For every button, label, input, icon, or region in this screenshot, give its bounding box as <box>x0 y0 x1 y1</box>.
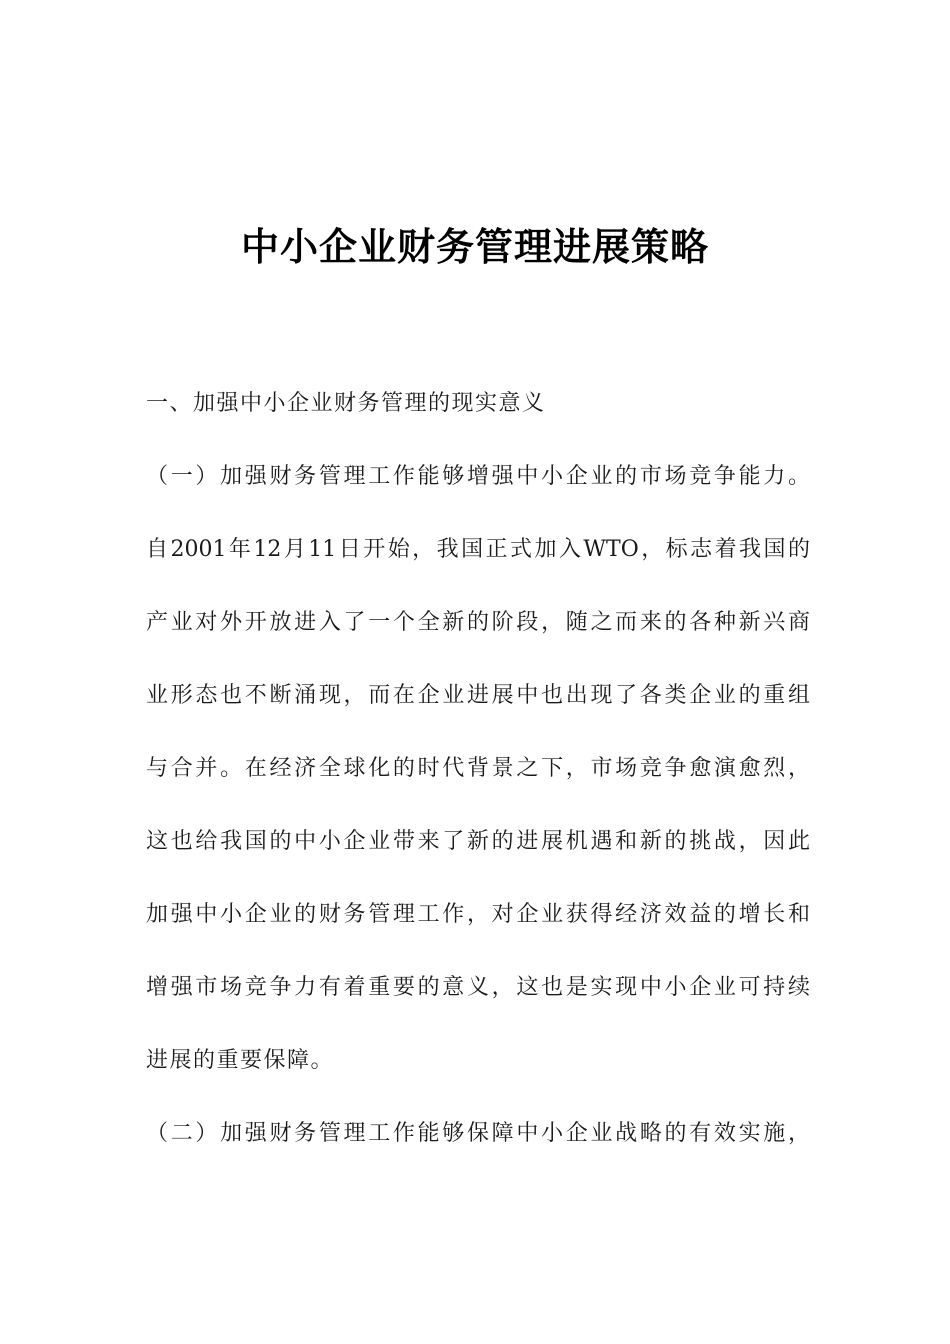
paragraph-line: 进展的重要保障。 <box>146 1048 335 1073</box>
document-title: 中小企业财务管理进展策略 <box>240 225 709 269</box>
paragraph-line: 产业对外开放进入了一个全新的阶段，随之而来的各种新兴商 <box>146 610 810 635</box>
paragraph-line: 业形态也不断涌现，而在企业进展中也出现了各类企业的重组 <box>146 683 810 708</box>
paragraph-line: 加强中小企业的财务管理工作，对企业获得经济效益的增长和 <box>146 902 810 927</box>
paragraph-line: 自2001年12月11日开始，我国正式加入WTO，标志着我国的 <box>146 537 810 562</box>
subsection-heading: （一）加强财务管理工作能够增强中小企业的市场竞争能力。 <box>146 464 810 489</box>
section-heading: 一、加强中小企业财务管理的现实意义 <box>146 391 546 416</box>
paragraph-line: 这也给我国的中小企业带来了新的进展机遇和新的挑战，因此 <box>146 829 810 854</box>
subsection-heading: （二）加强财务管理工作能够保障中小企业战略的有效实施， <box>146 1121 810 1146</box>
document-body <box>146 382 810 1185</box>
paragraph-line: 增强市场竞争力有着重要的意义，这也是实现中小企业可持续 <box>146 975 810 1000</box>
paragraph-line: 与合并。在经济全球化的时代背景之下，市场竞争愈演愈烈， <box>146 756 810 781</box>
